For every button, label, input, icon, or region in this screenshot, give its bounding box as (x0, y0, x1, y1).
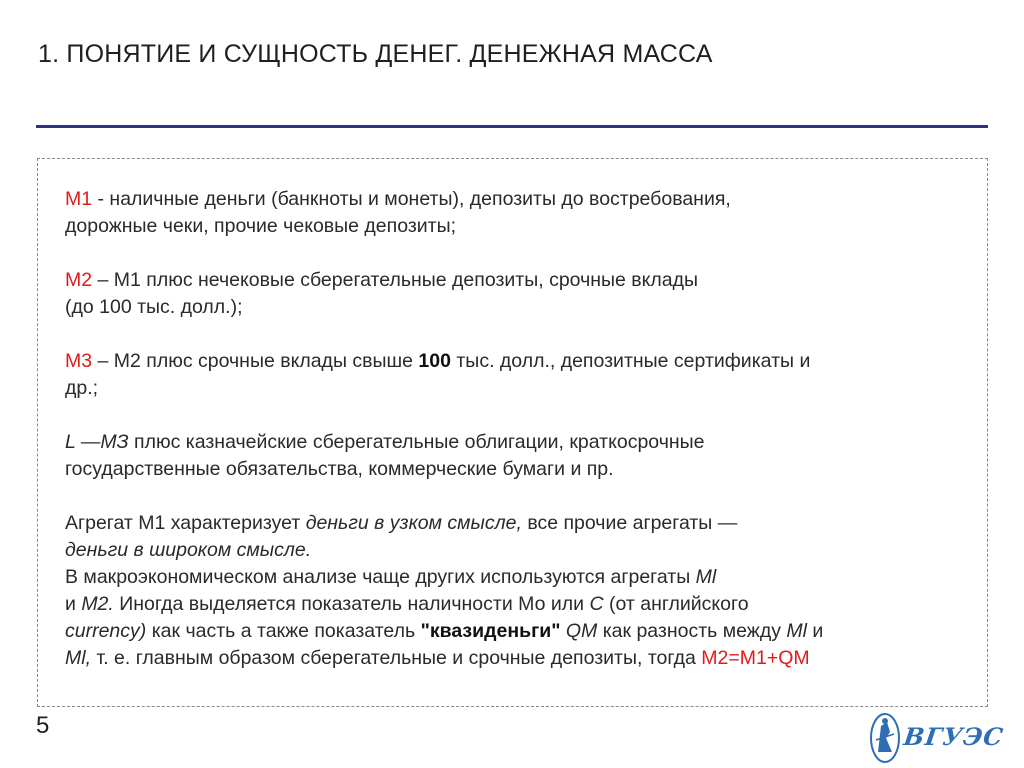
m3-text-a: – М2 плюс срочные вклады свыше (92, 350, 419, 372)
summary-text: Иногда выделяется показатель наличности Мо или (113, 593, 590, 615)
logo-wordmark: ВГУЭС (901, 722, 1006, 751)
definition-m2 (65, 267, 970, 321)
m3-line-2: др.; (65, 377, 99, 399)
definition-l (65, 429, 970, 483)
summary-text: В макроэкономическом анализе чаще других используются агрегаты (65, 566, 696, 588)
summary-line-2: деньги в широком смысле. (65, 539, 312, 561)
summary-text: (от английского (603, 593, 749, 615)
summary-text: как часть а также показатель (146, 620, 421, 642)
quasi-money-term: "квазиденьги" (420, 620, 561, 642)
m3-threshold: 100 (418, 350, 451, 372)
m3-line-1 (65, 348, 970, 375)
summary-text: и (65, 593, 82, 615)
university-logo (868, 712, 1006, 764)
summary-line-1 (65, 510, 970, 537)
summary-line-4 (65, 591, 970, 618)
summary-italic: С (589, 593, 604, 615)
slide-title: 1. ПОНЯТИЕ И СУЩНОСТЬ ДЕНЕГ. ДЕНЕЖНАЯ МАССА (38, 40, 713, 68)
m1-line-2: дорожные чеки, прочие чековые депозиты; (65, 215, 457, 237)
logo-emblem-icon (868, 712, 902, 764)
summary-italic: Ml, (65, 647, 91, 669)
m3-term: М3 (65, 350, 93, 372)
m2-term: М2 (65, 269, 93, 291)
m1-line-1 (65, 186, 970, 213)
summary-italic: QM (560, 620, 598, 642)
summary-text: т. е. главным образом сберегательные и срочные депозиты, тогда (91, 647, 702, 669)
summary-italic: currency) (65, 620, 147, 642)
m2-text: – М1 плюс нечековые сберегательные депозиты, срочные вклады (92, 269, 699, 291)
summary-text: как разность между (597, 620, 787, 642)
definition-m1 (65, 186, 970, 240)
m1-text: - наличные деньги (банкноты и монеты), депозиты до востребования, (92, 188, 731, 210)
m3-text-b: тыс. долл., депозитные сертификаты и (450, 350, 811, 372)
l-term: L —МЗ (65, 431, 129, 453)
summary-line-3 (65, 564, 970, 591)
l-text: плюс казначейские сберегательные облигации, краткосрочные (128, 431, 705, 453)
summary-italic: Ml (786, 620, 807, 642)
summary-italic: Ml (695, 566, 717, 588)
summary-line-5 (65, 618, 970, 645)
m2-line-2: (до 100 тыс. долл.); (65, 296, 243, 318)
title-divider (36, 125, 988, 128)
summary-line-6 (65, 645, 970, 672)
definition-m3 (65, 348, 970, 402)
summary-text: все прочие агрегаты — (521, 512, 738, 534)
slide-content (65, 186, 970, 672)
l-line-2: государственные обязательства, коммерческие бумаги и пр. (65, 458, 614, 480)
formula-m2: М2=М1+QM (701, 647, 810, 669)
summary-paragraph (65, 510, 970, 672)
page-number: 5 (36, 712, 50, 739)
m2-line-1 (65, 267, 970, 294)
l-line-1 (65, 429, 970, 456)
summary-italic: М2. (81, 593, 114, 615)
summary-italic: деньги в узком смысле, (305, 512, 522, 534)
m1-term: М1 (65, 188, 93, 210)
summary-text: Агрегат М1 характеризует (65, 512, 306, 534)
summary-text: и (806, 620, 824, 642)
